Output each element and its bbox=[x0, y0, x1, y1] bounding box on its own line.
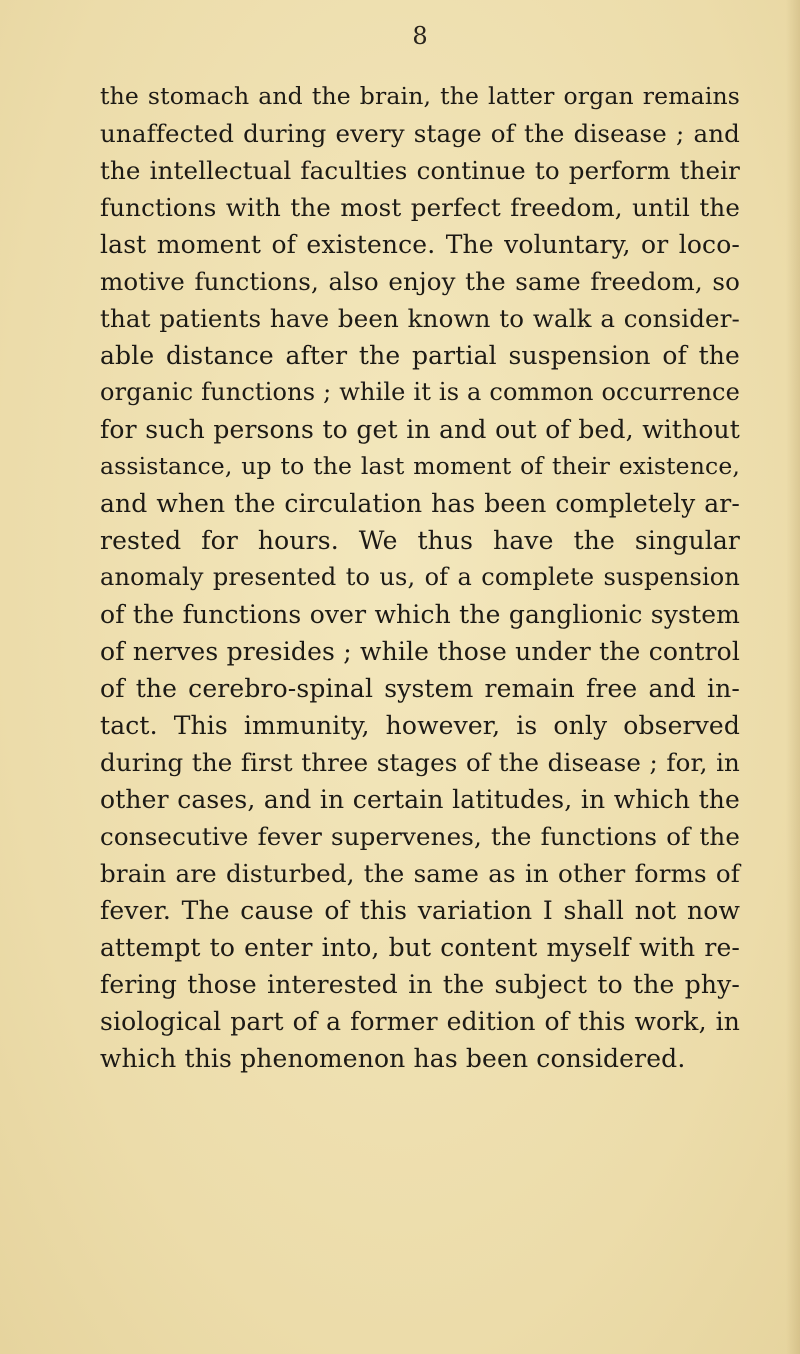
text-line-23: fever. The cause of this variation I shall not now bbox=[100, 896, 740, 925]
text-line-19: during the first three stages of the disease ; for, in bbox=[100, 748, 740, 777]
text-line-17: of the cerebro-spinal system remain free and in- bbox=[100, 674, 740, 703]
text-line-9: organic functions ; while it is a common occurrence bbox=[100, 378, 740, 406]
text-line-13: rested for hours. We thus have the singular bbox=[100, 526, 740, 555]
text-line-4: functions with the most perfect freedom, until the bbox=[100, 193, 740, 222]
text-line-24: attempt to enter into, but content myself with re- bbox=[100, 933, 740, 962]
text-line-27: which this phenomenon has been considered. bbox=[100, 1044, 686, 1073]
page-number: 8 bbox=[412, 22, 428, 50]
text-line-26: siological part of a former edition of this work, in bbox=[100, 1007, 740, 1036]
text-line-12: and when the circulation has been completely ar- bbox=[100, 489, 740, 518]
text-line-2: unaffected during every stage of the disease ; and bbox=[100, 119, 740, 148]
text-line-11: assistance, up to the last moment of their existence, bbox=[100, 452, 740, 480]
text-line-8: able distance after the partial suspension of the bbox=[100, 341, 740, 370]
text-line-18: tact. This immunity, however, is only observed bbox=[100, 711, 740, 740]
text-line-25: fering those interested in the subject to the phy- bbox=[100, 970, 740, 999]
text-line-3: the intellectual faculties continue to perform their bbox=[100, 156, 740, 185]
text-line-5: last moment of existence. The voluntary, or loco- bbox=[100, 230, 740, 259]
text-line-16: of nerves presides ; while those under the control bbox=[100, 637, 740, 666]
text-line-20: other cases, and in certain latitudes, in which the bbox=[100, 785, 740, 814]
text-line-14: anomaly presented to us, of a complete suspension bbox=[100, 563, 740, 591]
page-edge-shadow bbox=[786, 0, 800, 1354]
text-line-21: consecutive fever supervenes, the functions of the bbox=[100, 822, 740, 851]
text-line-22: brain are disturbed, the same as in other forms of bbox=[100, 859, 740, 888]
text-line-1: the stomach and the brain, the latter organ remains bbox=[100, 82, 740, 110]
text-line-7: that patients have been known to walk a consider- bbox=[100, 304, 740, 333]
text-line-15: of the functions over which the ganglionic system bbox=[100, 600, 740, 629]
text-line-6: motive functions, also enjoy the same freedom, so bbox=[100, 267, 740, 296]
body-text bbox=[100, 78, 740, 1077]
text-line-10: for such persons to get in and out of bed, without bbox=[100, 415, 740, 444]
